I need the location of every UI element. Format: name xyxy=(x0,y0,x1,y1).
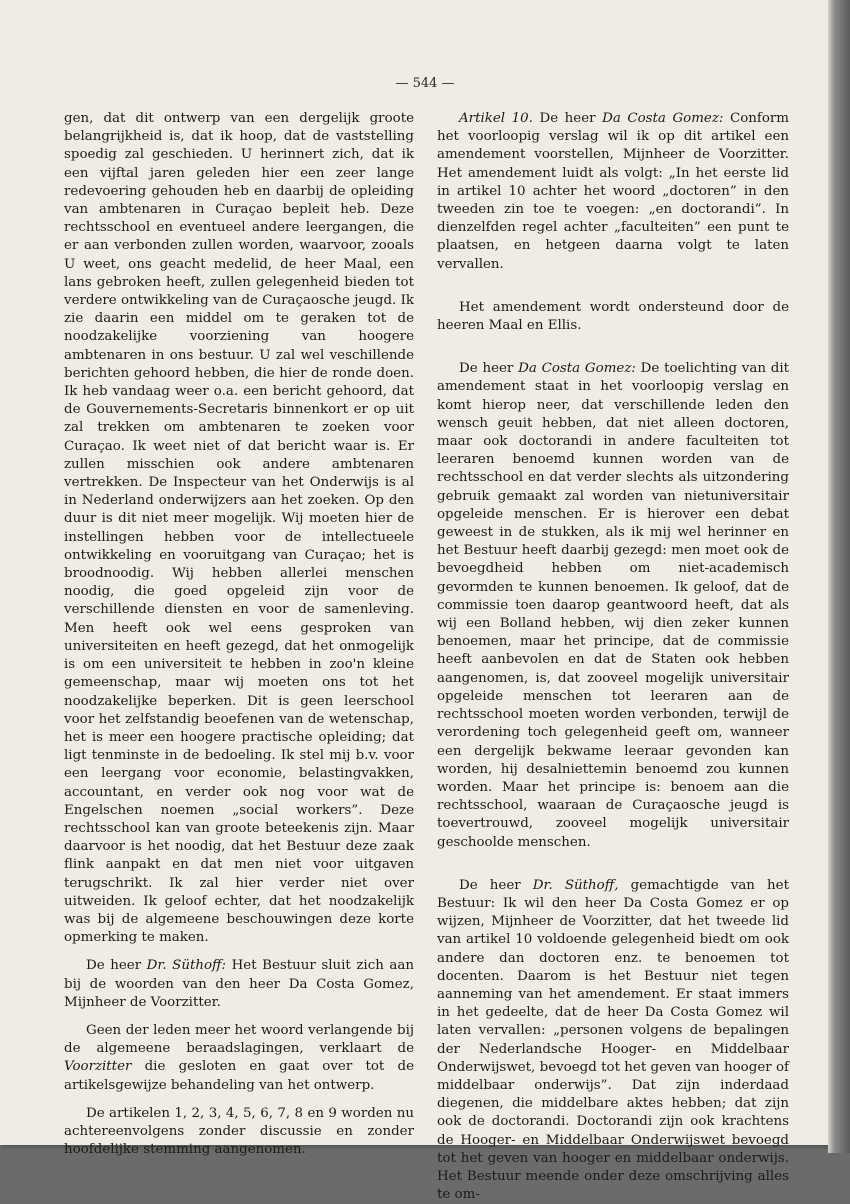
page-number: — 544 — xyxy=(395,76,455,91)
right-paragraph-2: Het amendement wordt ondersteund door de heeren Maal en Ellis. xyxy=(437,299,789,334)
speech-text: De toelichting van dit amendement staat in het voorloopig verslag en komt hierop neer, dat verschillende leden den wensch geuit hebben, dat niet alleen doctoren, maar ook doctorandi in andere faculteiten tot leeraren benoemd kunnen worden van de rechtsschool en dat verder slechts als uitzondering gebruik gemaakt zal worden van nietuniversitair opgeleide menschen. Er is hierover een debat geweest in de stukken, als ik mij wel herinner en het Bestuur heeft daarbij gezegd: men moet ook de bevoegdheid hebben om niet-academisch gevormden te kunnen benoemen. Ik geloof, dat de commissie toen daarop geantwoord heeft, dat als wij een Bolland hebben, wij dien zeker kunnen benoemen, maar het principe, dat de commissie heeft aanbevolen en dat de Staten ook hebben aangenomen, is, dat zooveel mogelijk universitair opgeleide menschen tot leeraren aan de rechtsschool moeten worden verbonden, terwijl de verordening toch gelegenheid geeft om, wanneer een dergelijk bekwame leeraar gevonden kan worden, hij desalniettemin benoemd zou kunnen worden. Maar het principe is: benoem aan die rechtsschool, waaraan de Curaçaosche jeugd is toevertrouwd, zooveel mogelijk universitair geschoolde menschen. xyxy=(437,361,789,850)
right-paragraph-1 xyxy=(437,110,789,274)
paragraph-text: De heer xyxy=(532,111,603,126)
paragraph-text: die gesloten en gaat over tot de artikelsgewijze behandeling van het ontwerp. xyxy=(64,1059,414,1093)
page-edge-shadow xyxy=(828,0,850,1153)
speaker-name: Da Costa Gomez: xyxy=(518,361,636,377)
left-paragraph-4: De artikelen 1, 2, 3, 4, 5, 6, 7, 8 en 9 worden nu achtereenvolgens zonder discussie en zonder hoofdelijke stemming aangenomen. xyxy=(64,1105,414,1158)
speaker-name: Da Costa Gomez: xyxy=(602,111,724,126)
left-paragraph-3 xyxy=(64,1022,414,1095)
speech-text: Conform het voorloopig verslag wil ik op dit artikel een amendement voorstellen, Mijnheer de Voorzitter. Het amendement luidt als volgt: „In het eerste lid in artikel 10 achter het woord „doctoren” in den tweeden zin toe te voegen: „en doctorandi”. In dienzelfden regel achter „faculteiten” een punt te plaatsen, en hetgeen daarna volgt te laten vervallen. xyxy=(437,111,790,272)
speech-text: gemachtigde van het Bestuur: Ik wil den heer Da Costa Gomez er op wijzen, Mijnheer de Voorzitter, dat het tweede lid van artikel 10 voldoende gelegenheid biedt om ook andere dan doctoren enz. te benoemen tot docenten. Daarom is het Bestuur niet tegen aanneming van het amendement. Er staat immers in het gedeelte, dat de heer Da Costa Gomez wil laten vervallen: „personen volgens de bepalingen der Nederlandsche Hooger- en Middelbaar Onderwijswet, bevoegd tot het geven van hooger of middelbaar onderwijs”. Dat zijn inderdaad diegenen, die middelbare aktes hebben; dat zijn ook de doctorandi. Doctorandi zijn ook krachtens de Hooger- en Middelbaar Onderwijswet bevoegd tot het geven van hooger en middelbaar onderwijs. Het Bestuur meende onder deze omschrijving alles te om- xyxy=(437,877,789,1203)
chair-title: Voorzitter xyxy=(64,1059,132,1075)
speaker-prefix: De heer xyxy=(86,958,147,974)
paragraph-text: Geen der leden meer het woord verlangende bij de algemeene beraadslagingen, verklaart de xyxy=(64,1022,414,1057)
speaker-name: Dr. Süthoff, xyxy=(532,877,619,893)
right-paragraph-3 xyxy=(437,360,789,851)
speaker-prefix: De heer xyxy=(459,361,519,377)
speech-text: Het Bestuur sluit zich aan bij de woorden van den heer Da Costa Gomez, Mijnheer de Voorzitter. xyxy=(64,958,414,1010)
speaker-prefix: De heer xyxy=(459,877,533,893)
left-paragraph-1: gen, dat dit ontwerp van een dergelijk groote belangrijkheid is, dat ik hoop, dat de vaststelling spoedig zal geschieden. U herinnert zich, dat ik een vijftal jaren geleden hier een zeer lange redevoering gehouden heb en daarbij de opleiding van ambtenaren in Curaçao bepleit heb. Deze rechtsschool en eventueel andere leergangen, die er aan verbonden zullen worden, waarvoor, zooals U weet, ons geacht medelid, de heer Maal, een lans gebroken heeft, zullen gelegenheid bieden tot verdere ontwikkeling van de Curaçaosche jeugd. Ik zie daarin een middel om te geraken tot de noodzakelijke voorziening van hoogere ambtenaren in ons bestuur. U zal wel veschillende berichten gehoord hebben, die hier de ronde doen. Ik heb vandaag weer o.a. een bericht gehoord, dat de Gouvernements-Secretaris binnenkort er op uit zal trekken om ambtenaren te zoeken voor Curaçao. Ik weet niet of dat bericht waar is. Er zullen misschien ook andere ambtenaren vertrekken. De Inspecteur van het Onderwijs is al in Nederland onderwijzers aan het zoeken. Op den duur is dit niet meer mogelijk. Wij moeten hier de instellingen hebben voor de intellectueele ontwikkeling en vooruitgang van Curaçao; het is broodnoodig. Wij hebben allerlei menschen noodig, die goed opgeleid zijn voor de verschillende diensten en voor de samenleving. Men heeft ook wel eens gesproken van universiteiten en heeft gezegd, dat het onmogelijk is om een universiteit te hebben in zoo'n kleine gemeenschap, maar wij moeten ons tot het noodzakelijke beperken. Dit is geen leerschool voor het zelfstandig beoefenen van de wetenschap, het is meer een hoogere practische opleiding; dat ligt tenminste in de bedoeling. Ik stel mij b.v. voor een leergang voor economie, belastingvakken, accountant, en verder ook nog voor wat de Engelschen noemen „social workers”. Deze rechtsschool kan van groote beteekenis zijn. Maar daarvoor is het noodig, dat het Bestuur deze zaak flink aanpakt en dat men niet voor uitgaven terugschrikt. Ik zal hier verder niet over uitweiden. Ik geloof echter, dat het noodzakelijk was bij de algemeene beschouwingen deze korte opmerking te maken. xyxy=(64,111,414,946)
right-column xyxy=(437,110,789,1204)
left-paragraph-2 xyxy=(64,957,414,1012)
article-heading: Artikel 10. xyxy=(459,111,533,126)
right-paragraph-4 xyxy=(437,877,789,1204)
left-column xyxy=(64,110,414,1159)
speaker-name: Dr. Süthoff: xyxy=(146,958,227,974)
